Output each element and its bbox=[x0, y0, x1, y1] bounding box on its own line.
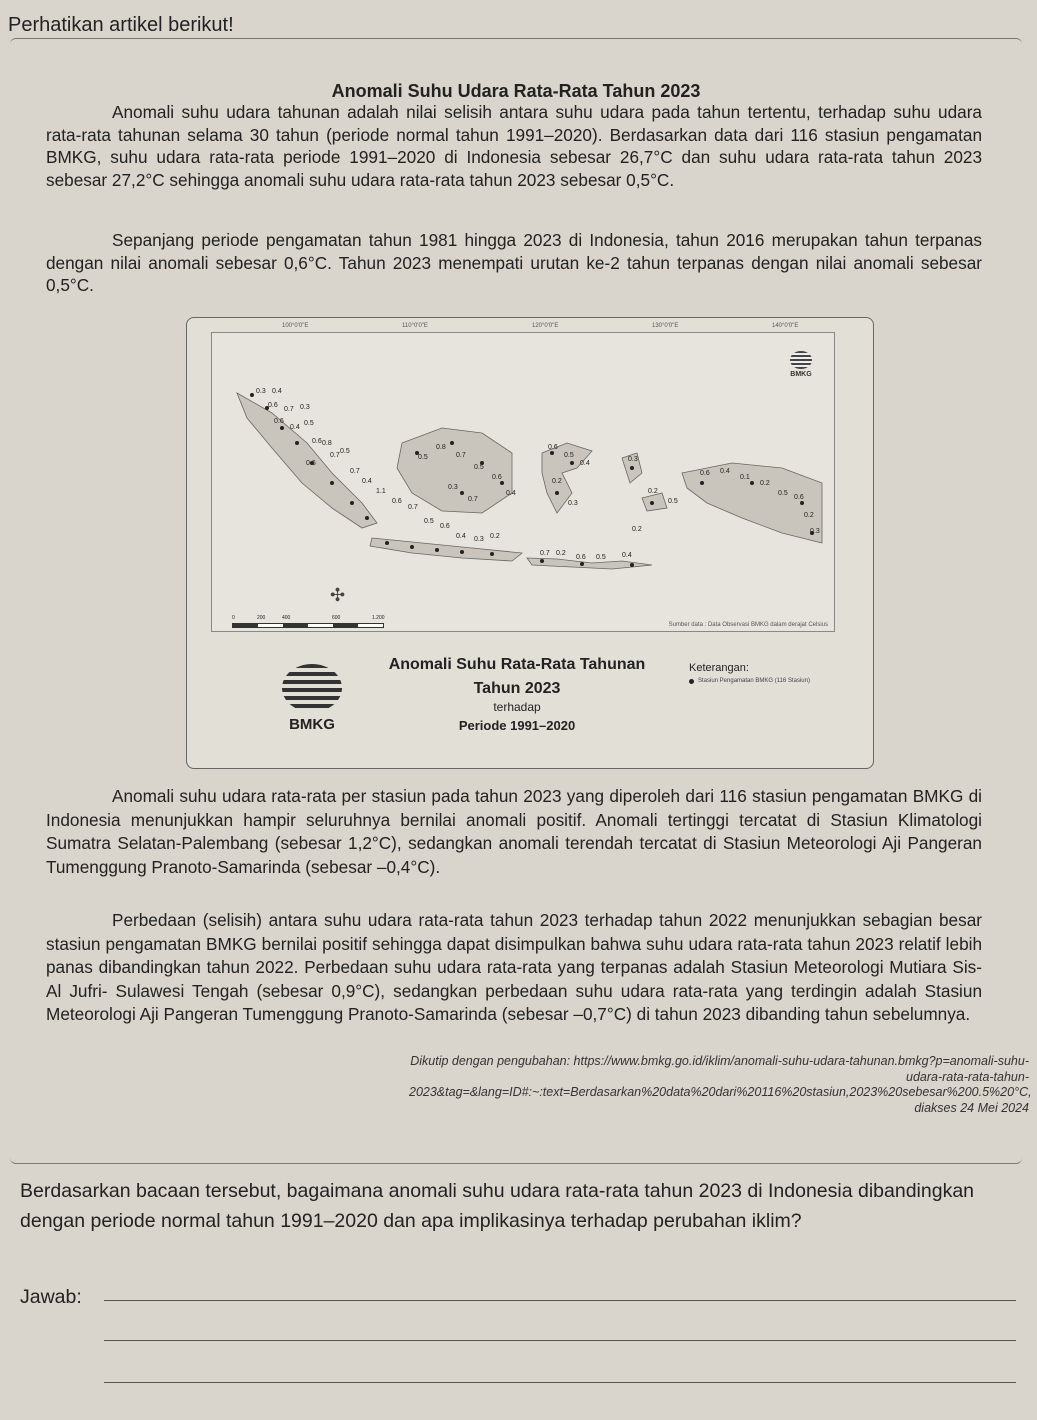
station-value-label: 0.2 bbox=[490, 533, 500, 540]
station-marker bbox=[630, 563, 634, 567]
anomaly-map-figure bbox=[186, 317, 874, 769]
station-value-label: 0.7 bbox=[284, 406, 294, 413]
bmkg-logo-text: BMKG bbox=[289, 716, 335, 733]
answer-line[interactable] bbox=[104, 1382, 1016, 1383]
station-marker bbox=[750, 481, 754, 485]
station-marker bbox=[280, 426, 284, 430]
station-value-label: 0.3 bbox=[300, 404, 310, 411]
lon-label: 120°0'0"E bbox=[532, 323, 559, 329]
station-value-label: 0.5 bbox=[340, 448, 350, 455]
station-value-label: 0.7 bbox=[540, 550, 550, 557]
article-title: Anomali Suhu Udara Rata-Rata Tahun 2023 bbox=[331, 81, 701, 101]
scale-label: 200 bbox=[257, 615, 266, 621]
station-value-label: 0.3 bbox=[474, 536, 484, 543]
station-marker bbox=[295, 441, 299, 445]
station-marker bbox=[330, 481, 334, 485]
answer-label: Jawab: bbox=[20, 1286, 82, 1308]
bmkg-logo-icon bbox=[282, 664, 342, 712]
station-value-label: 0.4 bbox=[622, 552, 632, 559]
article-paragraph-4: Perbedaan (selisih) antara suhu udara rata-rata tahun 2023 terhadap tahun 2022 menunjukkan sebagian besar stasiun pengamatan BMKG bernilai positif sehingga dapat disimpulkan bahwa suhu udara rata-rata tahun 2023 relatif lebih panas dibandingkan tahun 2022. Perbedaan suhu udara rata-rata yang terpanas adalah Stasiun Meteorologi Mutiara Sis-Al Jufri- Sulawesi Tengah (sebesar 0,9°C), sedangkan perbedaan suhu udara rata-rata yang terdingin adalah Stasiun Meteorologi Aji Pangeran Tumenggung Pranoto-Samarinda (sebesar –0,7°C) di tahun 2023 dibanding tahun sebelumnya. bbox=[46, 910, 982, 1024]
station-marker bbox=[385, 541, 389, 545]
station-value-label: 0.5 bbox=[778, 490, 788, 497]
source-note: Sumber data : Data Observasi BMKG dalam derajat Celsius bbox=[668, 622, 828, 628]
station-value-label: 0.2 bbox=[648, 488, 658, 495]
station-value-label: 0.6 bbox=[392, 498, 402, 505]
article-paragraph-2: Sepanjang periode pengamatan tahun 1981 hingga 2023 di Indonesia, tahun 2016 merupakan tahun terpanas dengan nilai anomali sebesar 0,6°C. Tahun 2023 menempati urutan ke-2 tahun terpanas dengan nilai anomali sebesar 0,5°C. bbox=[46, 230, 982, 296]
station-value-label: 0.5 bbox=[418, 454, 428, 461]
map-title-line-1: Anomali Suhu Rata-Rata Tahunan bbox=[388, 656, 646, 673]
java-island bbox=[370, 538, 522, 561]
map-frame bbox=[211, 323, 835, 632]
station-value-label: 0.5 bbox=[474, 464, 484, 471]
map-title-line-2: Tahun 2023 bbox=[473, 680, 561, 697]
station-dot-icon bbox=[689, 679, 694, 684]
indonesia-map bbox=[212, 333, 834, 631]
station-value-label: 0.6 bbox=[274, 418, 284, 425]
station-marker bbox=[460, 550, 464, 554]
legend-label: Keterangan: bbox=[689, 662, 749, 674]
station-marker bbox=[490, 552, 494, 556]
station-value-label: 0.2 bbox=[632, 526, 642, 533]
station-value-label: 0.2 bbox=[556, 550, 566, 557]
legend-item: Stasiun Pengamatan BMKG (116 Stasiun) bbox=[698, 678, 810, 684]
scale-label: 1.200 bbox=[372, 615, 385, 621]
article-box bbox=[10, 38, 1022, 1164]
station-marker bbox=[250, 393, 254, 397]
station-value-label: 0.2 bbox=[804, 512, 814, 519]
map-title-line-3: terhadap bbox=[493, 700, 541, 714]
map-legend bbox=[689, 662, 810, 684]
station-marker bbox=[550, 451, 554, 455]
station-value-label: 0.2 bbox=[552, 478, 562, 485]
map-bmkg-logo bbox=[790, 351, 812, 378]
article-paragraph-1: Anomali suhu udara tahunan adalah nilai selisih antara suhu udara pada tahun tertentu, terhadap suhu udara rata-rata tahunan selama 30 tahun (periode normal tahun 1991–2020). Berdasarkan data dari 116 stasiun pengamatan BMKG, suhu udara rata-rata periode 1991–2020 di Indonesia sebesar 26,7°C dan suhu udara rata-rata tahun 2023 sebesar 27,2°C sehingga anomali suhu udara rata-rata tahun 2023 sebesar 0,5°C. bbox=[46, 102, 982, 190]
station-value-label: 0.8 bbox=[322, 440, 332, 447]
intro-text: Perhatikan artikel berikut! bbox=[8, 14, 234, 36]
scale-bar bbox=[232, 615, 385, 627]
station-marker bbox=[540, 559, 544, 563]
answer-line[interactable] bbox=[104, 1340, 1016, 1341]
station-value-label: 0.6 bbox=[548, 444, 558, 451]
station-marker bbox=[450, 441, 454, 445]
station-marker bbox=[580, 562, 584, 566]
station-marker bbox=[555, 491, 559, 495]
lon-label: 110°0'0"E bbox=[402, 323, 428, 329]
station-marker bbox=[500, 481, 504, 485]
station-value-label: 0.3 bbox=[448, 484, 458, 491]
station-value-label: 0.4 bbox=[720, 468, 730, 475]
station-value-label: 0.4 bbox=[580, 460, 590, 467]
question-text: Berdasarkan bacaan tersebut, bagaimana anomali suhu udara rata-rata tahun 2023 di Indonesia dibandingkan dengan periode normal tahun 1991–2020 dan apa implikasinya terhadap perubahan iklim? bbox=[20, 1180, 975, 1232]
station-value-label: 0.6 bbox=[440, 523, 450, 530]
station-value-label: 0.3 bbox=[568, 500, 578, 507]
scale-label: 0 bbox=[232, 615, 235, 621]
station-marker bbox=[350, 501, 354, 505]
station-value-label: 0.7 bbox=[468, 496, 478, 503]
station-marker bbox=[365, 516, 369, 520]
station-value-label: 0.7 bbox=[456, 452, 466, 459]
station-value-label: 0.3 bbox=[256, 388, 266, 395]
station-value-label: 0.2 bbox=[760, 480, 770, 487]
station-value-label: 0.6 bbox=[794, 494, 804, 501]
answer-line[interactable] bbox=[104, 1300, 1016, 1301]
bmkg-legend-logo bbox=[277, 664, 347, 733]
kalimantan-island bbox=[397, 428, 512, 513]
station-value-label: 0.1 bbox=[740, 474, 750, 481]
station-marker bbox=[410, 545, 414, 549]
station-value-label: 0.5 bbox=[668, 498, 678, 505]
station-value-label: 0.5 bbox=[596, 554, 606, 561]
station-value-label: 0.4 bbox=[272, 388, 282, 395]
scale-label: 400 bbox=[282, 615, 291, 621]
station-value-label: 0.7 bbox=[330, 452, 340, 459]
map-logo-text: BMKG bbox=[790, 371, 812, 378]
station-value-label: 0.7 bbox=[408, 504, 418, 511]
lon-label: 140°0'0"E bbox=[772, 323, 799, 329]
station-value-label: 0.6 bbox=[312, 438, 322, 445]
lon-label: 130°0'0"E bbox=[652, 323, 679, 329]
bmkg-logo-icon bbox=[790, 351, 812, 369]
station-value-label: 0.6 bbox=[306, 460, 316, 467]
station-value-label: 0.6 bbox=[700, 470, 710, 477]
station-value-label: 0.5 bbox=[564, 452, 574, 459]
station-marker bbox=[630, 466, 634, 470]
station-value-label: 0.8 bbox=[436, 444, 446, 451]
station-value-label: 0.5 bbox=[424, 518, 434, 525]
station-marker bbox=[700, 481, 704, 485]
station-marker bbox=[800, 501, 804, 505]
station-value-label: 0.3 bbox=[628, 456, 638, 463]
station-value-label: 0.6 bbox=[576, 554, 586, 561]
map-title-line-4: Periode 1991–2020 bbox=[458, 718, 576, 733]
station-marker bbox=[650, 501, 654, 505]
station-value-label: 0.7 bbox=[350, 468, 360, 475]
compass-icon: ✣ bbox=[330, 585, 346, 605]
station-marker bbox=[570, 461, 574, 465]
station-value-label: 0.5 bbox=[304, 420, 314, 427]
station-value-label: 0.4 bbox=[506, 490, 516, 497]
station-marker bbox=[460, 491, 464, 495]
lon-label: 100°0'0"E bbox=[282, 323, 309, 329]
station-value-label: 1.1 bbox=[376, 488, 386, 495]
map-title bbox=[367, 656, 667, 733]
station-value-label: 0.3 bbox=[810, 528, 820, 535]
station-value-label: 0.4 bbox=[456, 533, 466, 540]
station-value-label: 0.4 bbox=[362, 478, 372, 485]
station-value-label: 0.6 bbox=[268, 402, 278, 409]
article-paragraph-3: Anomali suhu udara rata-rata per stasiun pada tahun 2023 yang diperoleh dari 116 stasiun pengamatan BMKG di Indonesia menunjukkan hampir seluruhnya bernilai anomali positif. Anomali tertinggi tercatat di Stasiun Klimatologi Sumatra Selatan-Palembang (sebesar 1,2°C), sedangkan anomali terendah tercatat di Stasiun Meteorologi Aji Pangeran Tumenggung Pranoto-Samarinda (sebesar –0,4°C). bbox=[46, 786, 982, 877]
station-value-label: 0.6 bbox=[492, 474, 502, 481]
station-marker bbox=[435, 548, 439, 552]
scale-label: 600 bbox=[332, 615, 341, 621]
station-value-label: 0.4 bbox=[290, 424, 300, 431]
source-citation: Dikutip dengan pengubahan: https://www.bmkg.go.id/iklim/anomali-suhu-udara-tahunan.bmkg?p=anomali-suhu-udara-rata-rata-tahun-2023&tag=&lang=ID#:~:text=Berdasarkan%20data%20dari%20116%20stasiun,2023%20sebesar%200.5%20°C, diakses 24 Mei 2024 bbox=[409, 1054, 1032, 1115]
